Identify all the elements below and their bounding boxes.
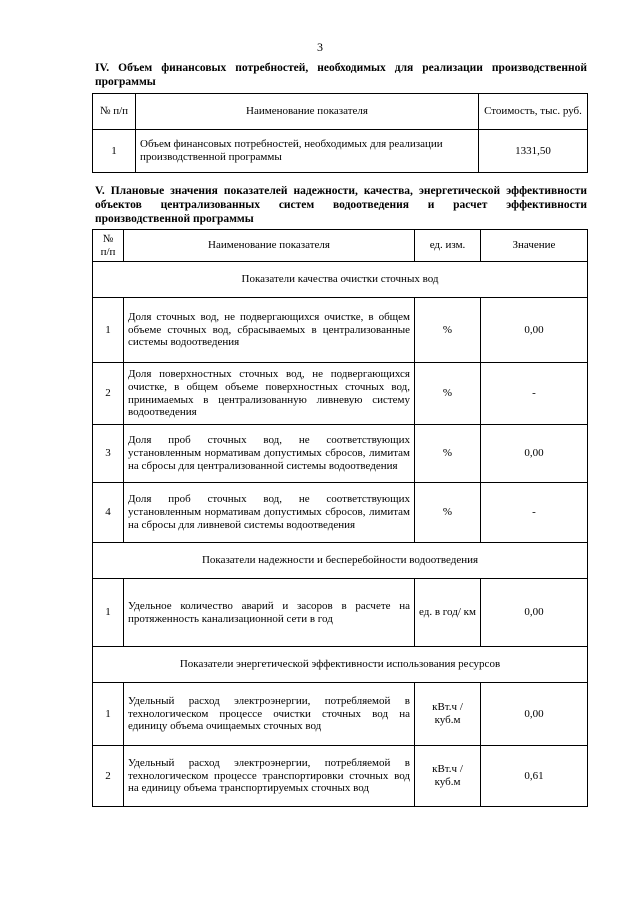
table-row — [93, 483, 588, 543]
row-name: Объем финансовых потребностей, необходимых для реализации производственной программы — [136, 130, 479, 173]
row-value: - — [481, 483, 588, 543]
row-unit: кВт.ч / куб.м — [415, 746, 481, 807]
row-num: 3 — [93, 425, 124, 483]
group-row-energy — [93, 647, 588, 683]
row-num: 1 — [93, 579, 124, 647]
row-num: 1 — [93, 683, 124, 746]
table-row — [93, 363, 588, 425]
table-row — [93, 130, 588, 173]
row-unit: % — [415, 363, 481, 425]
row-name: Доля сточных вод, не подвергающихся очистке, в общем объеме сточных вод, сбрасываемых в централизованные системы водоотведения — [124, 298, 415, 363]
financial-needs-table — [92, 93, 588, 173]
row-value: 0,00 — [481, 298, 588, 363]
row-name: Удельный расход электроэнергии, потребляемой в технологическом процессе очистки сточных вод на единицу объема очищаемых сточных вод — [124, 683, 415, 746]
table-row — [93, 746, 588, 807]
group-title: Показатели надежности и бесперебойности водоотведения — [93, 543, 588, 579]
row-value: - — [481, 363, 588, 425]
page-number: 3 — [317, 40, 323, 54]
table-row — [93, 683, 588, 746]
row-name: Доля проб сточных вод, не соответствующих установленным нормативам допустимых сбросов, лимитам на сбросы для ливневой системы водоотведения — [124, 483, 415, 543]
row-value: 0,00 — [481, 683, 588, 746]
header-value: Значение — [481, 230, 588, 262]
row-name: Удельный расход электроэнергии, потребляемой в технологическом процессе транспортировки сточных вод на единицу объема транспортируемых сточных вод — [124, 746, 415, 807]
table-header-row — [93, 230, 588, 262]
table-header-row — [93, 94, 588, 130]
row-name: Доля проб сточных вод, не соответствующих установленным нормативам допустимых сбросов, лимитам на сбросы для централизованной системы водоотведения — [124, 425, 415, 483]
header-cost: Стоимость, тыс. руб. — [479, 94, 588, 130]
header-name: Наименование показателя — [124, 230, 415, 262]
section-4-title: IV. Объем финансовых потребностей, необходимых для реализации производственной программы — [95, 62, 587, 88]
header-name: Наименование показателя — [136, 94, 479, 130]
indicators-table — [92, 229, 588, 807]
row-unit: % — [415, 298, 481, 363]
table-row — [93, 579, 588, 647]
header-num: № п/п — [93, 94, 136, 130]
row-num: 1 — [93, 130, 136, 173]
header-num: № п/п — [93, 230, 124, 262]
row-num: 4 — [93, 483, 124, 543]
header-unit: ед. изм. — [415, 230, 481, 262]
row-value: 0,61 — [481, 746, 588, 807]
row-value: 0,00 — [481, 425, 588, 483]
table-row — [93, 298, 588, 363]
group-title: Показатели качества очистки сточных вод — [93, 262, 588, 298]
group-row-reliability — [93, 543, 588, 579]
row-num: 2 — [93, 363, 124, 425]
section-5-title: V. Плановые значения показателей надежности, качества, энергетической эффективности объектов централизованных систем водоотведения и расчет эффективности производственной программы — [95, 185, 587, 225]
row-unit: % — [415, 425, 481, 483]
table-row — [93, 425, 588, 483]
row-value: 0,00 — [481, 579, 588, 647]
group-title: Показатели энергетической эффективности использования ресурсов — [93, 647, 588, 683]
row-num: 2 — [93, 746, 124, 807]
row-name: Удельное количество аварий и засоров в расчете на протяженность канализационной сети в год — [124, 579, 415, 647]
group-row-quality — [93, 262, 588, 298]
row-unit: ед. в год/ км — [415, 579, 481, 647]
row-cost: 1331,50 — [479, 130, 588, 173]
row-num: 1 — [93, 298, 124, 363]
row-unit: % — [415, 483, 481, 543]
row-name: Доля поверхностных сточных вод, не подвергающихся очистке, в общем объеме поверхностных сточных вод, принимаемых в централизованную ливневую систему водоотведения — [124, 363, 415, 425]
row-unit: кВт.ч / куб.м — [415, 683, 481, 746]
